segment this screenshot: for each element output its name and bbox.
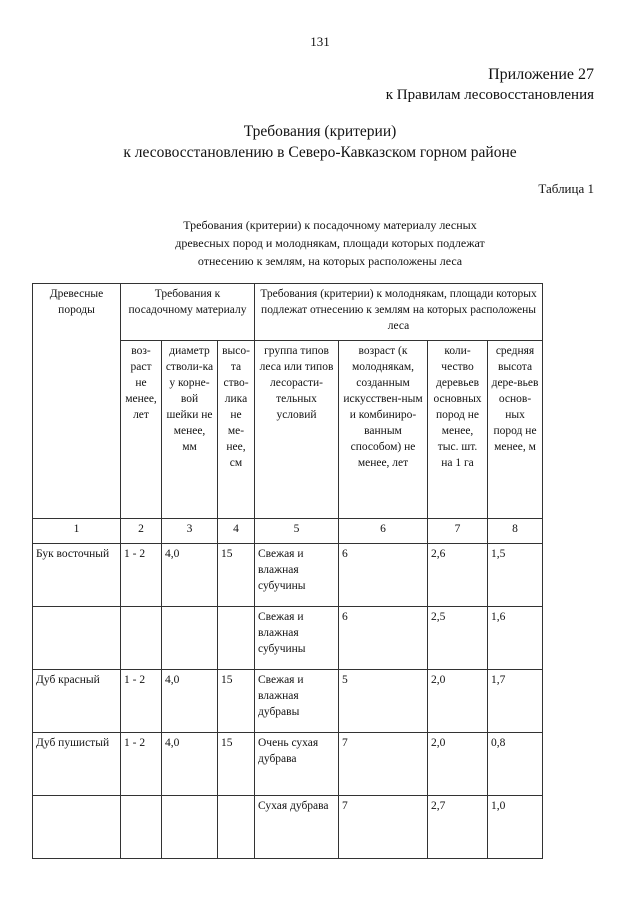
header-young-stands: Требования (критерии) к молоднякам, площади которых подлежат отнесению к землям на которых расположены леса [255,284,543,341]
table-row [33,607,543,670]
cell-species [33,607,121,670]
column-number: 8 [488,519,543,544]
header-species: Древесные породы [33,284,121,519]
cell-young-age: 6 [339,607,428,670]
header-diameter: диаметр стволи-ка у корне-вой шейки не менее, мм [162,341,218,519]
cell-species: Бук восточный [33,544,121,607]
column-number: 1 [33,519,121,544]
cell-height: 15 [218,670,255,733]
document-title [0,121,640,163]
header-age: воз-раст не менее, лет [121,341,162,519]
cell-avg-height: 0,8 [488,733,543,796]
cell-young-age: 7 [339,796,428,859]
cell-species: Дуб красный [33,670,121,733]
caption-line-3: отнесению к землям, на которых расположены леса [197,254,463,268]
cell-trees: 2,5 [428,607,488,670]
header-planting-material: Требования к посадочному материалу [121,284,255,341]
column-number: 6 [339,519,428,544]
cell-forest-type: Свежая и влажная дубравы [255,670,339,733]
requirements-table [32,283,543,859]
cell-age [121,796,162,859]
cell-diameter: 4,0 [162,544,218,607]
table-caption [120,216,540,270]
caption-line-1: Требования (критерии) к посадочному материалу лесных [183,218,477,232]
cell-trees: 2,7 [428,796,488,859]
column-number-row [33,519,543,544]
cell-diameter: 4,0 [162,733,218,796]
cell-avg-height: 1,7 [488,670,543,733]
column-number: 7 [428,519,488,544]
header-young-age: возраст (к молоднякам, созданным искусствен-ным и комбиниро-ванным способом) не менее, лет [339,341,428,519]
table-row [33,733,543,796]
title-line-1: Требования (критерии) [243,123,397,140]
header-forest-type: группа типов леса или типов лесорасти-тельных условий [255,341,339,519]
table-label: Таблица 1 [538,181,594,196]
cell-height: 15 [218,733,255,796]
table-row [33,544,543,607]
cell-forest-type: Очень сухая дубрава [255,733,339,796]
page-number: 131 [310,34,330,49]
cell-age [121,607,162,670]
column-number: 2 [121,519,162,544]
column-number: 5 [255,519,339,544]
cell-height: 15 [218,544,255,607]
cell-diameter [162,607,218,670]
cell-height [218,607,255,670]
cell-diameter: 4,0 [162,670,218,733]
cell-avg-height: 1,0 [488,796,543,859]
cell-young-age: 5 [339,670,428,733]
cell-species: Дуб пушистый [33,733,121,796]
cell-age: 1 - 2 [121,670,162,733]
table-row [33,796,543,859]
cell-avg-height: 1,6 [488,607,543,670]
caption-line-2: древесных пород и молоднякам, площади которых подлежат [175,236,485,250]
cell-avg-height: 1,5 [488,544,543,607]
cell-trees: 2,0 [428,670,488,733]
appendix-reference: к Правилам лесовосстановления [385,87,594,103]
cell-species [33,796,121,859]
cell-age: 1 - 2 [121,733,162,796]
table-row [33,670,543,733]
cell-diameter [162,796,218,859]
cell-young-age: 6 [339,544,428,607]
header-height: высо-та ство-лика не ме-нее, см [218,341,255,519]
header-row-groups [33,284,543,341]
column-number: 4 [218,519,255,544]
header-trees-count: коли-чество деревьев основных пород не менее, тыс. шт. на 1 га [428,341,488,519]
cell-height [218,796,255,859]
cell-young-age: 7 [339,733,428,796]
cell-trees: 2,6 [428,544,488,607]
header-avg-height: средняя высота дере-вьев основ-ных пород не менее, м [488,341,543,519]
cell-age: 1 - 2 [121,544,162,607]
title-line-2: к лесовосстановлению в Северо-Кавказском горном районе [123,144,517,161]
cell-trees: 2,0 [428,733,488,796]
appendix-number: Приложение 27 [488,66,594,83]
column-number: 3 [162,519,218,544]
cell-forest-type: Свежая и влажная субучины [255,544,339,607]
cell-forest-type: Свежая и влажная субучины [255,607,339,670]
appendix-block [386,64,594,106]
cell-forest-type: Сухая дубрава [255,796,339,859]
